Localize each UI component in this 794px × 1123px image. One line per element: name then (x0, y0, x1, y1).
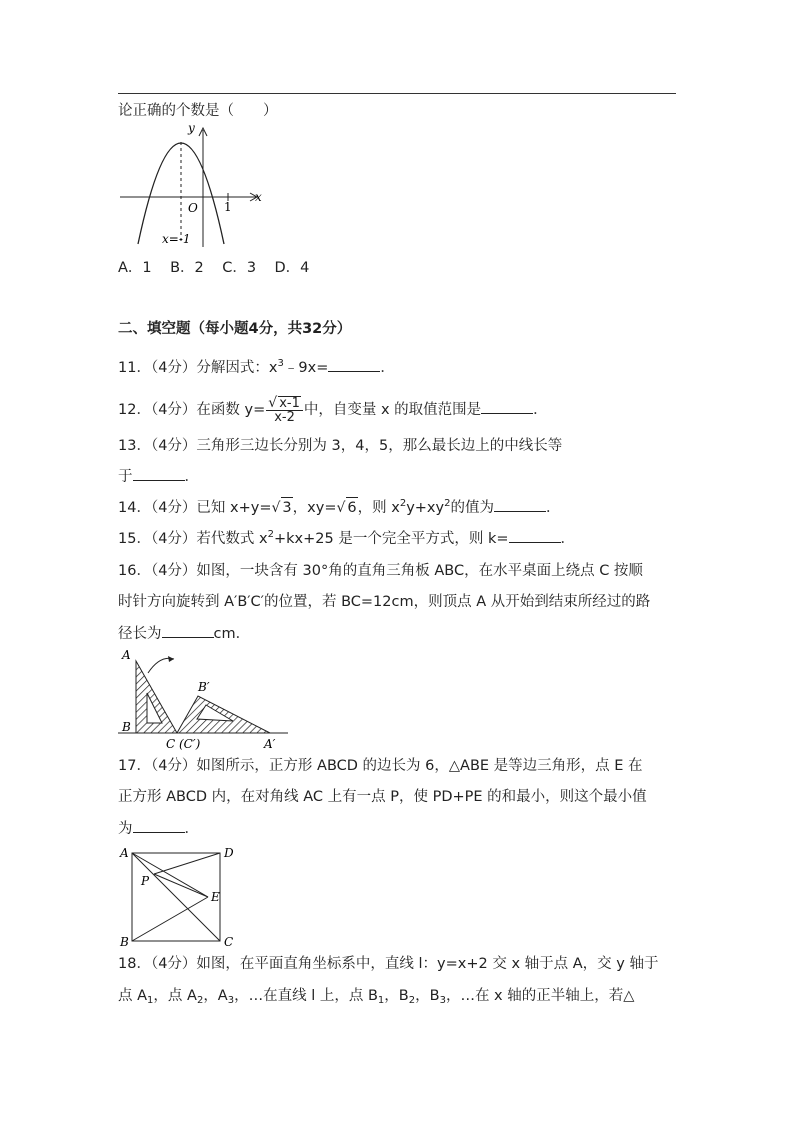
answer-blank[interactable] (509, 528, 561, 543)
question-11: 11．（4分）分解因式：$x^3﹣9x=$ ． (118, 358, 395, 376)
question-13-line1: 13．（4分）三角形三边长分别为 3，4，5，那么最长边上的中线长等 (118, 438, 563, 454)
question-13-line2: 于 ． (118, 466, 199, 487)
question-18-line1: 18．（4分）如图，在平面直角坐标系中，直线 l：y=x+2 交 x 轴于点 A，交 y 轴于 (118, 956, 659, 972)
tick-one-label: 1 (224, 200, 232, 214)
label-a: A (120, 846, 129, 860)
label-c: C (C′) (166, 737, 201, 751)
parabola-graph (118, 122, 268, 252)
option-b: B．2 (170, 260, 204, 276)
header-rule (118, 93, 676, 94)
question-18-line2: 点 $A_1$，点 $A_2$，$A_3$，…在直线 l 上，点 $B_1$，$B_2$，$B_3$，…在 x 轴的正半轴上，若△ (118, 988, 635, 1006)
question-15: 15．（4分）若代数式 $x^2+kx+25$ 是一个完全平方式，则 k= ． (118, 529, 575, 547)
label-b-prime: B′ (198, 680, 210, 694)
label-a-prime: A′ (264, 737, 276, 751)
function-fraction: $\frac{√ x-1}{x-2}$ (266, 396, 303, 424)
label-a: A (122, 648, 131, 662)
question-17-line1: 17．（4分）如图所示，正方形 ABCD 的边长为 6，△ABE 是等边三角形，点 E 在 (118, 758, 643, 774)
y-axis-label: y (188, 122, 195, 135)
answer-blank[interactable] (481, 399, 533, 414)
answer-options (118, 258, 309, 278)
question-17-line3: 为 ． (118, 818, 199, 839)
question-16-line3: 径长为 cm． (118, 623, 250, 644)
triangle-rotation-figure (118, 645, 288, 753)
origin-label: O (188, 201, 198, 215)
label-b: B (122, 720, 131, 734)
label-p: P (141, 874, 150, 888)
question-17-line2: 正方形 ABCD 内，在对角线 AC 上有一点 P，使 PD+PE 的和最小，则这个最小值 (118, 789, 647, 805)
answer-blank[interactable] (328, 357, 380, 372)
label-c: C (224, 935, 234, 949)
label-e: E (211, 890, 220, 904)
option-d: D．4 (274, 260, 310, 276)
square-figure (118, 843, 248, 951)
question-16-line2: 时针方向旋转到 A′B′C′的位置，若 BC=12cm，则顶点 A 从开始到结束所经过的路 (118, 594, 651, 610)
answer-blank[interactable] (133, 466, 185, 481)
answer-blank[interactable] (162, 623, 214, 638)
option-c: C．3 (222, 260, 257, 276)
x-axis-label: x (255, 190, 262, 204)
question-14: 14．（4分）已知 x+y=√ 3，xy=√ 6，则 $x^2y+xy^2$的值为 ． (118, 498, 561, 516)
answer-blank[interactable] (133, 818, 185, 833)
section-title: 二、填空题（每小题4分，共32分） (118, 321, 352, 337)
axis-of-symmetry-label: x=-1 (162, 232, 191, 246)
question-12: 12．（4分）在函数 y= $\frac{√ x-1}{x-2}$ 中，自变量 x 的取值范围是 ． (118, 395, 548, 425)
option-a: A．1 (118, 260, 152, 276)
question-16-line1: 16．（4分）如图，一块含有 30°角的直角三角板 ABC，在水平桌面上绕点 C 按顺 (118, 563, 643, 579)
answer-blank[interactable] (494, 497, 546, 512)
question-intro: 论正确的个数是（ ） (118, 103, 278, 119)
label-b: B (120, 935, 129, 949)
label-d: D (224, 846, 234, 860)
